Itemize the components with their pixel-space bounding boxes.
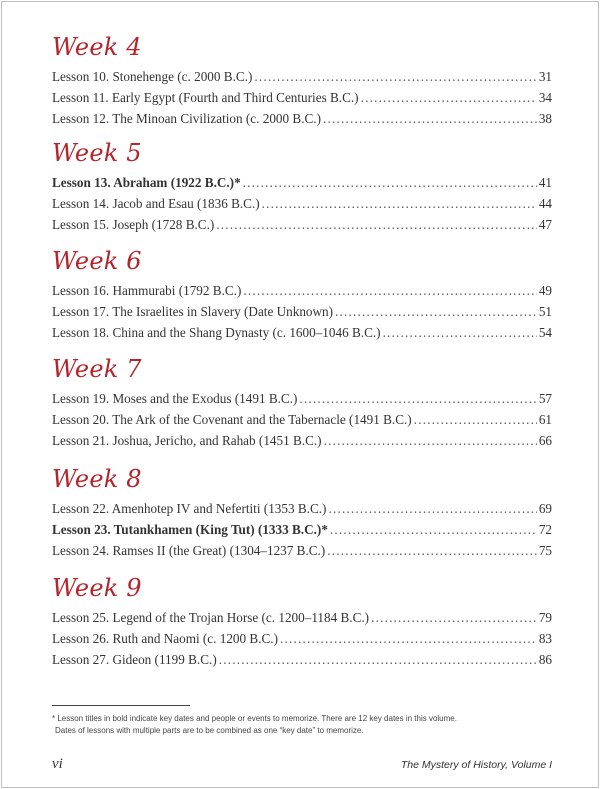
lesson-title: Lesson 25. Legend of the Trojan Horse (c. 1200–1184 B.C.) bbox=[52, 610, 370, 625]
dot-leader bbox=[262, 193, 537, 214]
week-section bbox=[52, 34, 552, 129]
lesson-title: Lesson 26. Ruth and Naomi (c. 1200 B.C.) bbox=[52, 631, 278, 646]
footnote-line-1: * Lesson titles in bold indicate key dates and people or events to memorize. There are 12 key dates in this volume. bbox=[52, 714, 457, 723]
lesson-entry[interactable] bbox=[52, 108, 552, 129]
week-title: Week 7 bbox=[52, 355, 142, 383]
lesson-page-number: 54 bbox=[538, 325, 552, 340]
lesson-entry[interactable] bbox=[52, 430, 552, 451]
lesson-title: Lesson 23. Tutankhamen (King Tut) (1333 B.C.)* bbox=[52, 522, 328, 537]
dot-leader bbox=[371, 607, 537, 628]
dot-leader bbox=[219, 649, 537, 670]
week-title: Week 8 bbox=[52, 465, 142, 493]
lesson-title: Lesson 14. Jacob and Esau (1836 B.C.) bbox=[52, 196, 260, 211]
lesson-entry[interactable] bbox=[52, 409, 552, 430]
dot-leader bbox=[323, 108, 537, 129]
lesson-entry[interactable] bbox=[52, 628, 552, 649]
lesson-page-number: 31 bbox=[538, 69, 552, 84]
week-title: Week 4 bbox=[52, 33, 142, 61]
footnote-rule bbox=[52, 705, 190, 706]
lesson-title: Lesson 24. Ramses II (the Great) (1304–1237 B.C.) bbox=[52, 543, 326, 558]
lesson-entry[interactable] bbox=[52, 540, 552, 561]
week-section bbox=[52, 140, 552, 235]
lesson-title: Lesson 16. Hammurabi (1792 B.C.) bbox=[52, 283, 242, 298]
footnote-line-2: Dates of lessons with multiple parts are to be combined as one “key date” to memorize. bbox=[55, 725, 364, 735]
lesson-page-number: 61 bbox=[538, 412, 552, 427]
lesson-title: Lesson 10. Stonehenge (c. 2000 B.C.) bbox=[52, 69, 253, 84]
lesson-page-number: 79 bbox=[538, 610, 552, 625]
lesson-entry[interactable] bbox=[52, 519, 552, 540]
lesson-page-number: 57 bbox=[538, 391, 552, 406]
lesson-page-number: 51 bbox=[538, 304, 552, 319]
lesson-title: Lesson 27. Gideon (1199 B.C.) bbox=[52, 652, 217, 667]
lesson-title: Lesson 17. The Israelites in Slavery (Date Unknown) bbox=[52, 304, 334, 319]
lesson-entry[interactable] bbox=[52, 172, 552, 193]
lesson-page-number: 47 bbox=[538, 217, 552, 232]
lesson-entry[interactable] bbox=[52, 388, 552, 409]
dot-leader bbox=[254, 66, 536, 87]
week-title: Week 5 bbox=[52, 139, 142, 167]
dot-leader bbox=[280, 628, 537, 649]
lesson-title: Lesson 15. Joseph (1728 B.C.) bbox=[52, 217, 215, 232]
dot-leader bbox=[328, 498, 536, 519]
lesson-entry[interactable] bbox=[52, 280, 552, 301]
lesson-entry[interactable] bbox=[52, 193, 552, 214]
dot-leader bbox=[330, 519, 537, 540]
lesson-page-number: 49 bbox=[538, 283, 552, 298]
lesson-entry[interactable] bbox=[52, 87, 552, 108]
lesson-entry[interactable] bbox=[52, 498, 552, 519]
lesson-page-number: 38 bbox=[538, 111, 552, 126]
lesson-title: Lesson 11. Early Egypt (Fourth and Third Centuries B.C.) bbox=[52, 90, 359, 105]
dot-leader bbox=[216, 214, 537, 235]
page-number: vi bbox=[52, 756, 63, 772]
dot-leader bbox=[335, 301, 537, 322]
week-section bbox=[52, 466, 552, 561]
dot-leader bbox=[361, 87, 537, 108]
lesson-title: Lesson 12. The Minoan Civilization (c. 2000 B.C.) bbox=[52, 111, 321, 126]
lesson-page-number: 44 bbox=[538, 196, 552, 211]
week-title: Week 9 bbox=[52, 574, 142, 602]
book-title: The Mystery of History, Volume I bbox=[400, 759, 552, 771]
dot-leader bbox=[299, 388, 536, 409]
lesson-title: Lesson 18. China and the Shang Dynasty (c. 1600–1046 B.C.) bbox=[52, 325, 381, 340]
week-section bbox=[52, 248, 552, 343]
dot-leader bbox=[324, 430, 537, 451]
lesson-entry[interactable] bbox=[52, 649, 552, 670]
lesson-page-number: 72 bbox=[538, 522, 552, 537]
lesson-title: Lesson 20. The Ark of the Covenant and the Tabernacle (1491 B.C.) bbox=[52, 412, 412, 427]
lesson-page-number: 75 bbox=[538, 543, 552, 558]
lesson-entry[interactable] bbox=[52, 322, 552, 343]
lesson-title: Lesson 13. Abraham (1922 B.C.)* bbox=[52, 175, 241, 190]
lesson-title: Lesson 19. Moses and the Exodus (1491 B.C.) bbox=[52, 391, 298, 406]
dot-leader bbox=[243, 280, 536, 301]
footnote bbox=[52, 713, 552, 736]
lesson-entry[interactable] bbox=[52, 66, 552, 87]
lesson-page-number: 34 bbox=[538, 90, 552, 105]
week-section bbox=[52, 356, 552, 451]
week-title: Week 6 bbox=[52, 247, 142, 275]
dot-leader bbox=[243, 172, 537, 193]
dot-leader bbox=[414, 409, 537, 430]
lesson-page-number: 83 bbox=[538, 631, 552, 646]
week-section bbox=[52, 575, 552, 670]
lesson-entry[interactable] bbox=[52, 607, 552, 628]
lesson-page-number: 69 bbox=[538, 501, 552, 516]
dot-leader bbox=[327, 540, 537, 561]
lesson-entry[interactable] bbox=[52, 214, 552, 235]
lesson-page-number: 41 bbox=[538, 175, 552, 190]
dot-leader bbox=[383, 322, 537, 343]
lesson-entry[interactable] bbox=[52, 301, 552, 322]
lesson-title: Lesson 22. Amenhotep IV and Nefertiti (1353 B.C.) bbox=[52, 501, 327, 516]
lesson-title: Lesson 21. Joshua, Jericho, and Rahab (1451 B.C.) bbox=[52, 433, 322, 448]
lesson-page-number: 86 bbox=[538, 652, 552, 667]
lesson-page-number: 66 bbox=[538, 433, 552, 448]
